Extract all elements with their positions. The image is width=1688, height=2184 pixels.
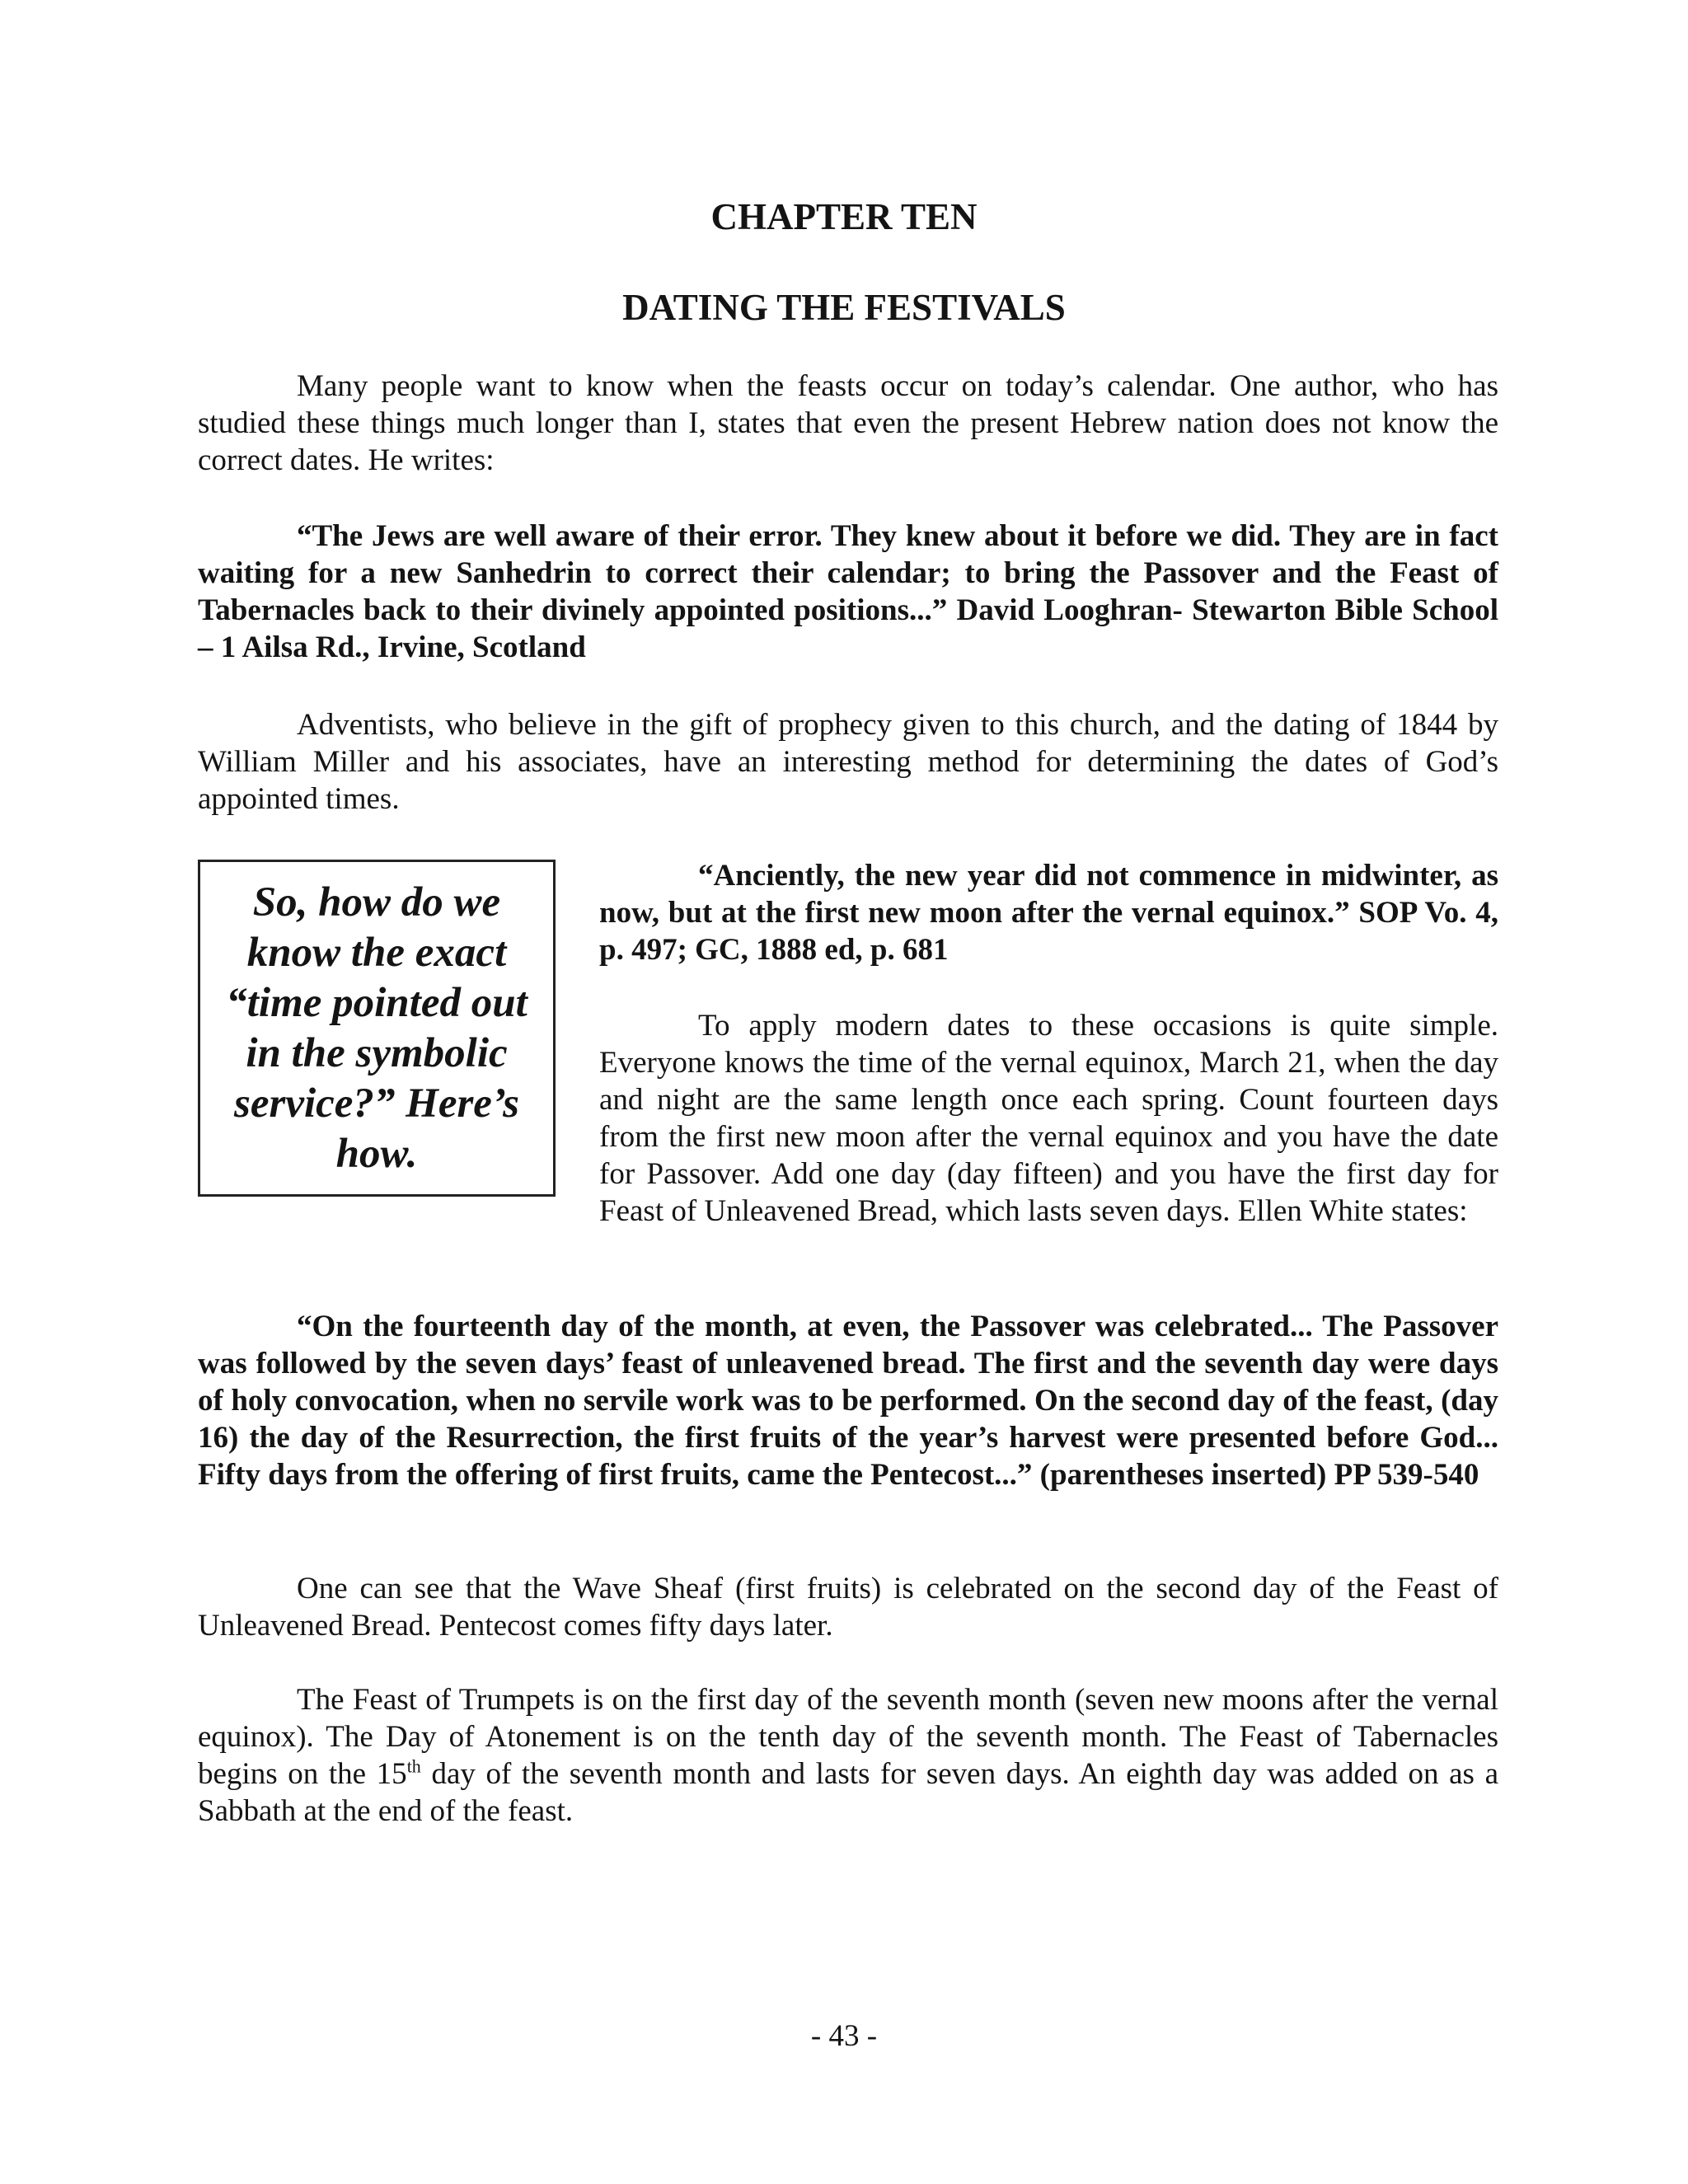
- block-quote-sop: “Anciently, the new year did not commence in midwinter, as now, but at the first new moon after the vernal equinox.” SOP Vo. 4, p. 497; GC, 1888 ed, p. 681: [599, 859, 1498, 967]
- intro-paragraph: Many people want to know when the feasts occur on today’s calendar. One author, who has studied these things much longer than I, states that even the present Hebrew nation does not know the correct dates. He writes:: [198, 369, 1498, 477]
- trumpets-text-end: day of the seventh month and lasts for seven days. An eighth day was added on as a Sabbath at the end of the feast.: [198, 1757, 1498, 1828]
- page-number: - 43 -: [810, 2019, 878, 2053]
- chapter-label: CHAPTER TEN: [710, 196, 978, 237]
- wave-sheaf-paragraph: One can see that the Wave Sheaf (first fruits) is celebrated on the second day of the Feast of Unleavened Bread. Pentecost comes fifty days later.: [198, 1572, 1498, 1643]
- pull-quote-text: So, how do we know the exact “time pointed out in the symbolic service?” Here’s how.: [226, 879, 528, 1177]
- block-quote-ellen-white: “On the fourteenth day of the month, at even, the Passover was celebrated... The Passover was followed by the seven days’ feast of unleavened bread. The first and the seventh day were days of holy convocation, when no servile work was to be performed. On the second day of the feast, (day 16) the day of the Resurrection, the first fruits of the year’s harvest were presented before God... Fifty days from the offering of first fruits, came the Pentecost...” (parentheses inserted) PP 539-540: [198, 1310, 1498, 1492]
- ordinal-superscript: th: [406, 1755, 421, 1777]
- chapter-title: DATING THE FESTIVALS: [622, 287, 1066, 328]
- pull-quote-box: [198, 860, 556, 1197]
- trumpets-text-start: The Feast of Trumpets is on the first day of the seventh month (seven new moons after the vernal equinox). The Day of Atonement is on the tenth day of the seventh month. The Feast of Tabernacles begins on the 15: [198, 1683, 1498, 1791]
- trumpets-paragraph: [198, 1681, 1498, 1830]
- adventists-paragraph: Adventists, who believe in the gift of prophecy given to this church, and the dating of 1844 by William Miller and his associates, have an interesting method for determining the dates of God’s appointed times.: [198, 708, 1498, 816]
- modern-dates-paragraph: To apply modern dates to these occasions is quite simple. Everyone knows the time of the vernal equinox, March 21, when the day and night are the same length once each spring. Count fourteen days from the first new moon after the vernal equinox and you have the date for Passover. Add one day (day fifteen) and you have the first day for Feast of Unleavened Bread, which lasts seven days. Ellen White states:: [599, 1009, 1498, 1228]
- block-quote-looghran: “The Jews are well aware of their error. They knew about it before we did. They are in fact waiting for a new Sanhedrin to correct their calendar; to bring the Passover and the Feast of Tabernacles back to their divinely appointed positions...” David Looghran- Stewarton Bible School – 1 Ailsa Rd., Irvine, Scotland: [198, 519, 1498, 664]
